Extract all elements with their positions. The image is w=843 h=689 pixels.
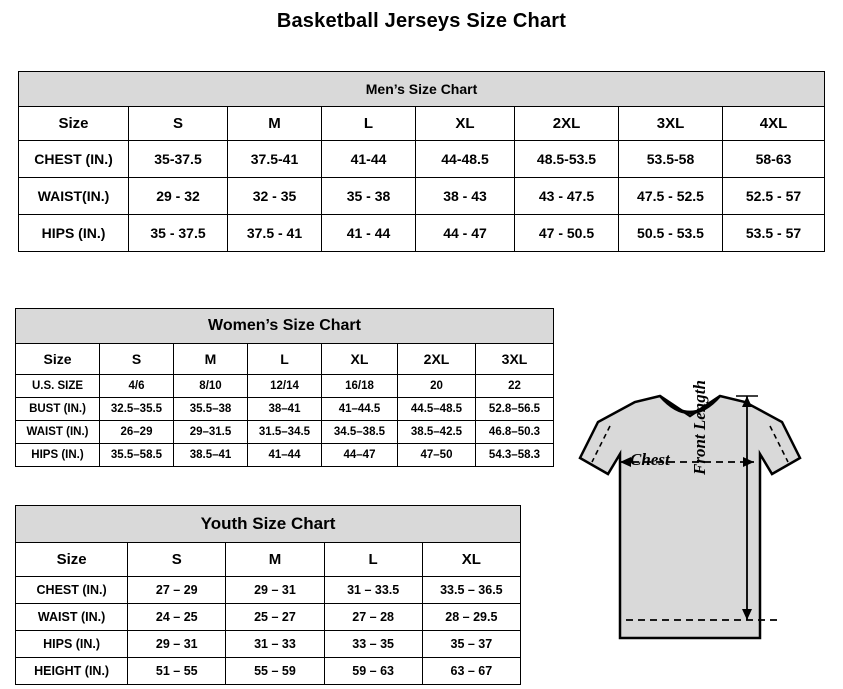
youth-row-label-chest: CHEST (IN.) [16, 577, 128, 604]
youth-height-xl: 63 – 67 [422, 658, 520, 685]
mens-row-label-hips: HIPS (IN.) [19, 215, 129, 252]
womens-chart-title: Women’s Size Chart [16, 309, 554, 344]
womens-row-label-waist: WAIST (IN.) [16, 421, 100, 444]
mens-col-m: M [228, 107, 322, 141]
mens-size-chart-table [18, 71, 825, 252]
womens-ussize-m: 8/10 [174, 375, 248, 398]
womens-bust-2xl: 44.5–48.5 [398, 398, 476, 421]
youth-hips-m: 31 – 33 [226, 631, 324, 658]
mens-hips-4xl: 53.5 - 57 [723, 215, 825, 252]
womens-row-label-hips: HIPS (IN.) [16, 444, 100, 467]
youth-height-l: 59 – 63 [324, 658, 422, 685]
mens-col-xl: XL [416, 107, 515, 141]
mens-waist-2xl: 43 - 47.5 [515, 178, 619, 215]
youth-waist-s: 24 – 25 [128, 604, 226, 631]
youth-col-s: S [128, 543, 226, 577]
mens-hips-l: 41 - 44 [322, 215, 416, 252]
mens-chest-s: 35-37.5 [129, 141, 228, 178]
youth-waist-m: 25 – 27 [226, 604, 324, 631]
jersey-measurement-diagram [540, 370, 840, 675]
mens-header-row [19, 107, 825, 141]
womens-waist-s: 26–29 [100, 421, 174, 444]
youth-col-l: L [324, 543, 422, 577]
table-row [16, 577, 521, 604]
mens-chart-title: Men’s Size Chart [19, 72, 825, 107]
table-row [16, 658, 521, 685]
table-row [16, 398, 554, 421]
youth-col-size: Size [16, 543, 128, 577]
womens-ussize-xl: 16/18 [322, 375, 398, 398]
womens-row-label-us-size: U.S. SIZE [16, 375, 100, 398]
womens-bust-s: 32.5–35.5 [100, 398, 174, 421]
mens-chest-3xl: 53.5-58 [619, 141, 723, 178]
womens-ussize-l: 12/14 [248, 375, 322, 398]
womens-hips-3xl: 54.3–58.3 [476, 444, 554, 467]
mens-chest-2xl: 48.5-53.5 [515, 141, 619, 178]
mens-chest-4xl: 58-63 [723, 141, 825, 178]
mens-chest-m: 37.5-41 [228, 141, 322, 178]
mens-row-label-waist: WAIST(IN.) [19, 178, 129, 215]
womens-col-xl: XL [322, 344, 398, 375]
mens-waist-m: 32 - 35 [228, 178, 322, 215]
table-row [19, 215, 825, 252]
table-row [16, 444, 554, 467]
mens-col-size: Size [19, 107, 129, 141]
womens-col-3xl: 3XL [476, 344, 554, 375]
table-row [19, 178, 825, 215]
youth-height-m: 55 – 59 [226, 658, 324, 685]
table-row [19, 141, 825, 178]
youth-col-xl: XL [422, 543, 520, 577]
front-length-measurement-label: Front Length [690, 380, 709, 475]
mens-waist-l: 35 - 38 [322, 178, 416, 215]
womens-header-row [16, 344, 554, 375]
mens-waist-3xl: 47.5 - 52.5 [619, 178, 723, 215]
womens-waist-2xl: 38.5–42.5 [398, 421, 476, 444]
womens-hips-m: 38.5–41 [174, 444, 248, 467]
youth-header-row [16, 543, 521, 577]
womens-bust-xl: 41–44.5 [322, 398, 398, 421]
youth-col-m: M [226, 543, 324, 577]
mens-col-4xl: 4XL [723, 107, 825, 141]
youth-chest-s: 27 – 29 [128, 577, 226, 604]
womens-col-size: Size [16, 344, 100, 375]
womens-bust-3xl: 52.8–56.5 [476, 398, 554, 421]
mens-row-label-chest: CHEST (IN.) [19, 141, 129, 178]
mens-col-s: S [129, 107, 228, 141]
womens-col-s: S [100, 344, 174, 375]
mens-chest-l: 41-44 [322, 141, 416, 178]
table-row [16, 604, 521, 631]
youth-hips-s: 29 – 31 [128, 631, 226, 658]
mens-waist-4xl: 52.5 - 57 [723, 178, 825, 215]
womens-ussize-3xl: 22 [476, 375, 554, 398]
youth-chart-title: Youth Size Chart [16, 506, 521, 543]
mens-chest-xl: 44-48.5 [416, 141, 515, 178]
womens-col-2xl: 2XL [398, 344, 476, 375]
mens-col-3xl: 3XL [619, 107, 723, 141]
youth-waist-xl: 28 – 29.5 [422, 604, 520, 631]
youth-hips-xl: 35 – 37 [422, 631, 520, 658]
mens-hips-m: 37.5 - 41 [228, 215, 322, 252]
womens-bust-l: 38–41 [248, 398, 322, 421]
youth-size-chart-table [15, 505, 521, 685]
womens-waist-m: 29–31.5 [174, 421, 248, 444]
youth-chest-xl: 33.5 – 36.5 [422, 577, 520, 604]
womens-chart-title-row [16, 309, 554, 344]
youth-height-s: 51 – 55 [128, 658, 226, 685]
mens-hips-s: 35 - 37.5 [129, 215, 228, 252]
youth-chest-m: 29 – 31 [226, 577, 324, 604]
womens-row-label-bust: BUST (IN.) [16, 398, 100, 421]
womens-hips-s: 35.5–58.5 [100, 444, 174, 467]
womens-bust-m: 35.5–38 [174, 398, 248, 421]
chest-measurement-label: Chest [630, 450, 670, 469]
table-row [16, 631, 521, 658]
youth-row-label-waist: WAIST (IN.) [16, 604, 128, 631]
youth-row-label-height: HEIGHT (IN.) [16, 658, 128, 685]
youth-chart-title-row [16, 506, 521, 543]
womens-col-m: M [174, 344, 248, 375]
womens-waist-3xl: 46.8–50.3 [476, 421, 554, 444]
youth-chest-l: 31 – 33.5 [324, 577, 422, 604]
womens-waist-l: 31.5–34.5 [248, 421, 322, 444]
womens-ussize-s: 4/6 [100, 375, 174, 398]
mens-hips-2xl: 47 - 50.5 [515, 215, 619, 252]
mens-col-l: L [322, 107, 416, 141]
womens-waist-xl: 34.5–38.5 [322, 421, 398, 444]
mens-waist-xl: 38 - 43 [416, 178, 515, 215]
womens-ussize-2xl: 20 [398, 375, 476, 398]
mens-hips-3xl: 50.5 - 53.5 [619, 215, 723, 252]
youth-hips-l: 33 – 35 [324, 631, 422, 658]
mens-chart-title-row [19, 72, 825, 107]
mens-waist-s: 29 - 32 [129, 178, 228, 215]
womens-size-chart-table [15, 308, 554, 467]
mens-col-2xl: 2XL [515, 107, 619, 141]
table-row [16, 375, 554, 398]
womens-hips-xl: 44–47 [322, 444, 398, 467]
womens-col-l: L [248, 344, 322, 375]
youth-row-label-hips: HIPS (IN.) [16, 631, 128, 658]
youth-waist-l: 27 – 28 [324, 604, 422, 631]
womens-hips-2xl: 47–50 [398, 444, 476, 467]
table-row [16, 421, 554, 444]
mens-hips-xl: 44 - 47 [416, 215, 515, 252]
womens-hips-l: 41–44 [248, 444, 322, 467]
page-title: Basketball Jerseys Size Chart [276, 10, 567, 32]
